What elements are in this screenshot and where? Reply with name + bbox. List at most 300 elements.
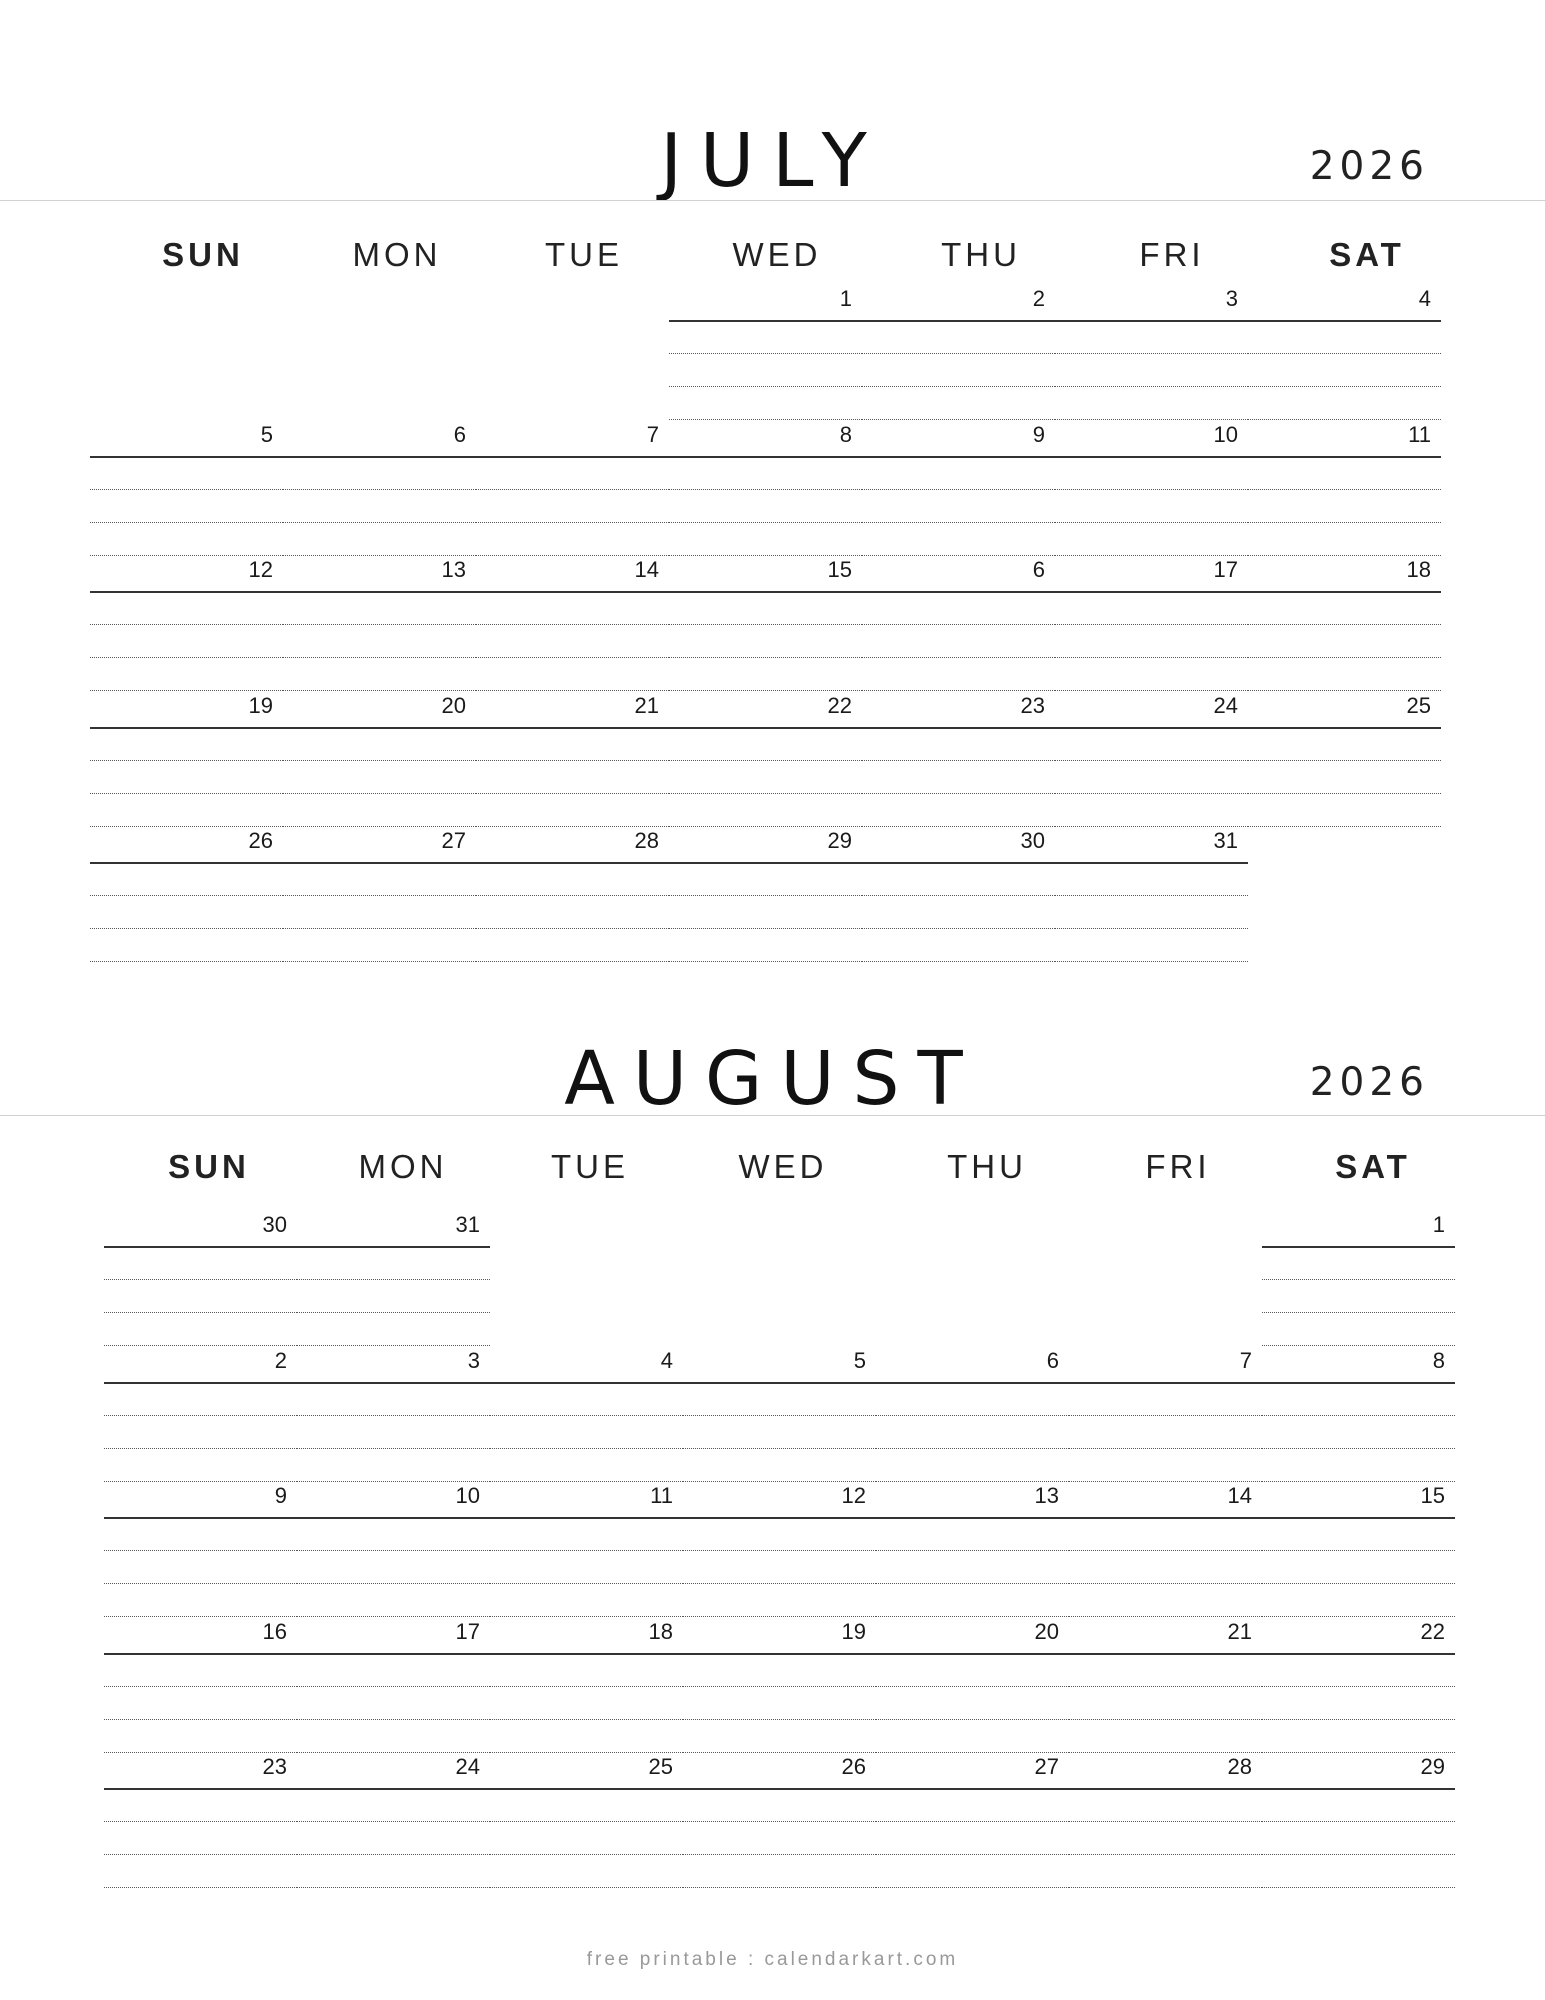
day-cell[interactable] [683,1619,876,1755]
date-rule [90,456,283,458]
date-rule [1055,456,1248,458]
day-cell[interactable] [1262,1212,1455,1348]
day-number: 17 [455,1618,480,1644]
day-cell[interactable] [283,693,476,829]
day-number: 6 [1046,1347,1059,1373]
date-rule [90,727,283,729]
date-rule [669,456,862,458]
note-line [862,624,1055,625]
day-number: 1 [839,286,852,311]
date-rule [490,1517,683,1519]
date-rule [1248,591,1441,593]
day-cell[interactable] [1262,1754,1455,1890]
day-cell[interactable] [90,422,283,558]
day-number: 12 [248,557,273,582]
note-line [1248,555,1441,556]
day-number: 26 [248,828,273,853]
note-line [683,1752,876,1753]
day-number: 14 [1227,1483,1252,1508]
note-line [876,1719,1069,1720]
date-rule [669,591,862,593]
day-cell[interactable] [1262,1348,1455,1484]
date-rule [490,1788,683,1790]
note-line [283,624,476,625]
weekday-thu: THU [941,236,1021,273]
date-rule [862,456,1055,458]
note-line [1055,826,1248,827]
note-line [297,1686,490,1687]
note-line [669,690,862,691]
day-number: 10 [455,1483,480,1508]
day-cell[interactable] [490,1619,683,1755]
note-line [297,1415,490,1416]
note-line [104,1481,297,1482]
note-line [1055,555,1248,556]
note-line [1055,522,1248,523]
day-cell[interactable] [1262,1619,1455,1755]
date-rule [1069,1653,1262,1655]
note-line [297,1345,490,1346]
day-cell[interactable] [104,1619,297,1755]
day-cell[interactable] [90,557,283,693]
day-number: 21 [634,692,659,718]
weekday-fri: FRI [1145,1148,1211,1185]
day-cell[interactable] [669,422,862,558]
note-line [862,928,1055,929]
day-cell[interactable] [104,1754,297,1890]
date-rule [1069,1788,1262,1790]
date-rule [90,591,283,593]
note-line [283,690,476,691]
note-line [90,690,283,691]
note-line [1069,1752,1262,1753]
day-number: 30 [1020,828,1045,853]
day-cell[interactable] [683,1483,876,1619]
day-number: 30 [262,1212,287,1237]
day-cell[interactable] [683,1348,876,1484]
note-line [490,1752,683,1753]
note-line [476,657,669,658]
date-rule [669,727,862,729]
day-number: 1 [1432,1212,1445,1237]
footer-credit: free printable : calendarkart.com [586,1949,959,1970]
note-line [876,1616,1069,1617]
note-line [862,353,1055,354]
note-line [669,522,862,523]
day-number: 20 [1034,1618,1059,1644]
weekday-wed: WED [738,1148,828,1185]
note-line [1262,1854,1455,1855]
day-cell[interactable] [297,1754,490,1890]
date-rule [1055,591,1248,593]
note-line [90,624,283,625]
note-line [476,690,669,691]
date-rule [1248,320,1441,322]
day-cell[interactable] [876,1348,1069,1484]
note-line [90,895,283,896]
note-line [1262,1312,1455,1313]
day-cell[interactable] [1069,1483,1262,1619]
day-cell[interactable] [862,557,1055,693]
date-rule [1262,1653,1455,1655]
day-number: 31 [455,1212,480,1237]
note-line [297,1616,490,1617]
note-line [876,1854,1069,1855]
day-number: 17 [1213,557,1238,582]
day-number: 3 [1225,286,1238,311]
date-rule [1069,1382,1262,1384]
day-cell[interactable] [1248,422,1441,558]
note-line [1055,690,1248,691]
date-rule [1262,1382,1455,1384]
day-cell[interactable] [1248,557,1441,693]
day-cell[interactable] [104,1483,297,1619]
note-line [1262,1550,1455,1551]
day-number: 18 [648,1618,673,1644]
date-rule [1055,320,1248,322]
day-cell[interactable] [1069,1754,1262,1890]
day-cell[interactable] [1055,422,1248,558]
date-rule [297,1788,490,1790]
date-rule [669,862,862,864]
day-cell[interactable] [1055,557,1248,693]
day-number: 3 [467,1347,480,1373]
day-number: 5 [260,421,273,447]
date-rule [669,320,862,322]
note-line [283,522,476,523]
note-line [1262,1821,1455,1822]
day-number: 4 [1418,286,1431,311]
weekday-header [0,236,1545,276]
date-rule [1069,1517,1262,1519]
day-number: 11 [650,1483,673,1508]
date-rule [1262,1788,1455,1790]
note-line [669,657,862,658]
day-number: 25 [1406,692,1431,718]
day-number: 18 [1406,557,1431,582]
day-cell[interactable] [669,693,862,829]
day-cell[interactable] [283,422,476,558]
note-line [1069,1616,1262,1617]
day-number: 15 [827,557,852,582]
day-cell[interactable] [1248,693,1441,829]
note-line [104,1821,297,1822]
note-line [862,760,1055,761]
day-cell[interactable] [669,286,862,422]
note-line [862,690,1055,691]
day-number: 28 [634,828,659,853]
date-rule [1055,727,1248,729]
note-line [1262,1752,1455,1753]
header-divider [0,200,1545,201]
day-number: 20 [441,692,466,718]
note-line [862,793,1055,794]
day-number: 4 [660,1347,673,1373]
note-line [297,1279,490,1280]
day-number: 29 [827,828,852,853]
date-rule [90,862,283,864]
note-line [476,793,669,794]
note-line [1262,1887,1455,1888]
note-line [1055,386,1248,387]
note-line [1248,657,1441,658]
weekday-wed: WED [732,236,822,273]
day-cell[interactable] [1248,286,1441,422]
note-line [862,961,1055,962]
note-line [1069,1821,1262,1822]
note-line [490,1719,683,1720]
note-line [1248,489,1441,490]
day-cell[interactable] [104,1348,297,1484]
note-line [669,386,862,387]
note-line [104,1345,297,1346]
note-line [283,961,476,962]
month-year: 2026 [1309,144,1429,189]
note-line [1055,353,1248,354]
note-line [1262,1719,1455,1720]
note-line [683,1616,876,1617]
note-line [1069,1887,1262,1888]
day-cell[interactable] [1262,1483,1455,1619]
note-line [104,1887,297,1888]
date-rule [297,1517,490,1519]
day-number: 6 [1032,557,1045,582]
day-cell[interactable] [862,693,1055,829]
day-cell[interactable] [476,557,669,693]
day-cell[interactable] [297,1212,490,1348]
day-cell[interactable] [476,693,669,829]
day-cell[interactable] [876,1754,1069,1890]
day-number: 2 [274,1347,287,1373]
note-line [476,826,669,827]
note-line [862,826,1055,827]
note-line [1248,760,1441,761]
note-line [297,1481,490,1482]
note-line [1069,1583,1262,1584]
note-line [1055,489,1248,490]
day-number: 24 [1213,692,1238,718]
note-line [490,1616,683,1617]
note-line [669,895,862,896]
day-cell[interactable] [876,1483,1069,1619]
note-line [862,657,1055,658]
weekday-tue: TUE [545,236,623,273]
date-rule [283,591,476,593]
day-cell[interactable] [683,1754,876,1890]
note-line [90,826,283,827]
day-cell[interactable] [669,557,862,693]
note-line [104,1686,297,1687]
day-number: 13 [441,557,466,582]
day-cell[interactable] [490,1483,683,1619]
date-rule [283,456,476,458]
note-line [90,522,283,523]
note-line [683,1887,876,1888]
day-cell[interactable] [862,422,1055,558]
day-cell[interactable] [490,1348,683,1484]
day-number: 16 [262,1618,287,1644]
note-line [683,1415,876,1416]
note-line [1055,961,1248,962]
day-number: 8 [1432,1347,1445,1373]
day-number: 10 [1213,421,1238,447]
date-rule [862,727,1055,729]
day-cell[interactable] [90,693,283,829]
day-cell[interactable] [862,286,1055,422]
note-line [669,928,862,929]
day-number: 31 [1213,828,1238,853]
note-line [1055,657,1248,658]
note-line [1248,624,1441,625]
note-line [683,1821,876,1822]
note-line [1262,1686,1455,1687]
day-cell[interactable] [669,828,862,964]
note-line [104,1616,297,1617]
note-line [476,961,669,962]
note-line [862,522,1055,523]
note-line [862,489,1055,490]
note-line [1055,895,1248,896]
month-title: JULY [660,118,885,204]
note-line [683,1686,876,1687]
date-rule [104,1382,297,1384]
day-cell[interactable] [1055,286,1248,422]
note-line [862,419,1055,420]
day-number: 11 [1408,421,1431,447]
day-cell[interactable] [876,1619,1069,1755]
day-cell[interactable] [1055,693,1248,829]
note-line [683,1854,876,1855]
day-number: 12 [841,1483,866,1508]
note-line [297,1854,490,1855]
note-line [876,1448,1069,1449]
date-rule [104,1517,297,1519]
date-rule [862,591,1055,593]
note-line [104,1279,297,1280]
weekday-sun: SUN [168,1148,250,1185]
note-line [683,1481,876,1482]
weekday-sun: SUN [162,236,244,273]
day-cell[interactable] [90,828,283,964]
note-line [1248,690,1441,691]
note-line [297,1887,490,1888]
day-number: 14 [634,557,659,582]
day-number: 21 [1227,1618,1252,1644]
day-cell[interactable] [1069,1619,1262,1755]
date-rule [1248,456,1441,458]
day-cell[interactable] [476,828,669,964]
day-cell[interactable] [283,557,476,693]
day-number: 27 [441,828,466,853]
note-line [490,1854,683,1855]
date-rule [104,1788,297,1790]
note-line [490,1415,683,1416]
note-line [283,657,476,658]
note-line [1262,1415,1455,1416]
day-cell[interactable] [490,1754,683,1890]
note-line [283,793,476,794]
note-line [283,489,476,490]
day-number: 28 [1227,1754,1252,1779]
day-cell[interactable] [297,1619,490,1755]
note-line [1069,1719,1262,1720]
note-line [1248,522,1441,523]
day-cell[interactable] [1055,828,1248,964]
date-rule [1262,1517,1455,1519]
note-line [669,419,862,420]
note-line [669,555,862,556]
note-line [490,1583,683,1584]
day-number: 26 [841,1754,866,1779]
note-line [476,555,669,556]
day-cell[interactable] [1069,1348,1262,1484]
weekday-sat: SAT [1335,1148,1411,1185]
note-line [876,1686,1069,1687]
note-line [90,555,283,556]
date-rule [297,1653,490,1655]
day-cell[interactable] [862,828,1055,964]
day-cell[interactable] [104,1212,297,1348]
note-line [1262,1448,1455,1449]
date-rule [1055,862,1248,864]
day-number: 15 [1420,1483,1445,1508]
note-line [862,555,1055,556]
note-line [104,1312,297,1313]
note-line [1262,1279,1455,1280]
note-line [476,624,669,625]
note-line [476,522,669,523]
note-line [1248,386,1441,387]
date-rule [283,862,476,864]
day-number: 29 [1420,1754,1445,1779]
date-rule [476,591,669,593]
day-cell[interactable] [476,422,669,558]
day-cell[interactable] [283,828,476,964]
header-divider [0,1115,1545,1116]
weekday-thu: THU [947,1148,1027,1185]
day-number: 19 [841,1618,866,1644]
note-line [476,895,669,896]
date-rule [490,1653,683,1655]
weekday-mon: MON [358,1148,448,1185]
date-rule [1262,1246,1455,1248]
note-line [1069,1415,1262,1416]
note-line [1248,353,1441,354]
note-line [1055,928,1248,929]
day-cell[interactable] [297,1483,490,1619]
day-cell[interactable] [297,1348,490,1484]
date-rule [297,1246,490,1248]
note-line [876,1415,1069,1416]
note-line [1055,760,1248,761]
note-line [683,1583,876,1584]
note-line [669,353,862,354]
date-rule [283,727,476,729]
date-rule [476,727,669,729]
note-line [283,895,476,896]
note-line [90,928,283,929]
note-line [297,1312,490,1313]
note-line [1055,419,1248,420]
note-line [669,760,862,761]
day-number: 27 [1034,1754,1059,1779]
note-line [90,489,283,490]
note-line [90,657,283,658]
note-line [490,1448,683,1449]
note-line [297,1583,490,1584]
date-rule [476,456,669,458]
note-line [104,1550,297,1551]
